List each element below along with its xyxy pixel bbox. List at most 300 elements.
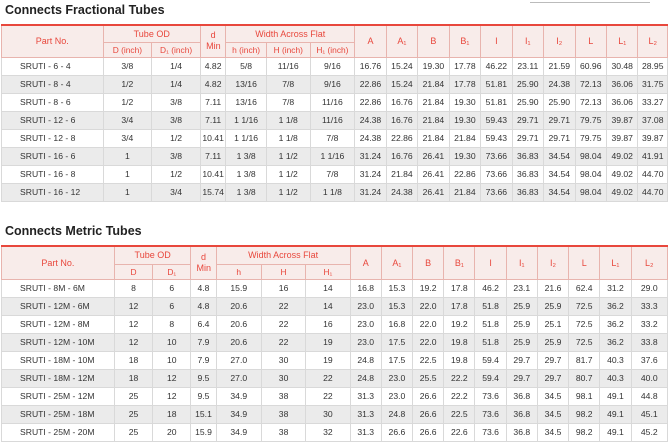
table-cell: 51.8 bbox=[475, 315, 506, 333]
table-cell: 29.0 bbox=[631, 279, 667, 297]
table-cell: 23.0 bbox=[381, 387, 412, 405]
table-cell: 59.4 bbox=[475, 369, 506, 387]
table-cell: 29.7 bbox=[506, 369, 537, 387]
header-dim: A₁ bbox=[381, 246, 412, 279]
header-dim: B bbox=[418, 25, 449, 57]
table-cell: 15.74 bbox=[200, 183, 225, 201]
table-row bbox=[2, 183, 668, 201]
table-cell: 31.2 bbox=[600, 279, 631, 297]
table-cell: 22.6 bbox=[444, 423, 475, 441]
header-dim: B₁ bbox=[444, 246, 475, 279]
header-dim: I₂ bbox=[537, 246, 568, 279]
table-cell: 98.04 bbox=[575, 165, 606, 183]
table-cell: 29.7 bbox=[537, 351, 568, 369]
table-cell: 7/8 bbox=[310, 129, 355, 147]
table-cell: 24.8 bbox=[350, 369, 381, 387]
table-cell: 62.4 bbox=[569, 279, 600, 297]
table-cell: 9/16 bbox=[310, 75, 355, 93]
table-cell: 19 bbox=[306, 351, 350, 369]
table-cell: 37.08 bbox=[638, 111, 668, 129]
header-dim: L bbox=[575, 25, 606, 57]
table-cell: 1/2 bbox=[152, 165, 201, 183]
table-cell: 23.0 bbox=[350, 297, 381, 315]
table-cell: 12 bbox=[153, 387, 191, 405]
table-cell: 6 bbox=[153, 297, 191, 315]
table-cell: 7.11 bbox=[200, 147, 225, 165]
table-cell: 22 bbox=[306, 369, 350, 387]
table-cell: 25.9 bbox=[537, 297, 568, 315]
header-sub-width: h (inch) bbox=[226, 42, 267, 57]
table-cell: 22.86 bbox=[355, 93, 386, 111]
table-cell: 19.2 bbox=[413, 279, 444, 297]
table-row bbox=[2, 333, 668, 351]
table-cell: 1/4 bbox=[152, 75, 201, 93]
table-cell: 28.95 bbox=[638, 57, 668, 75]
table-cell: 17.8 bbox=[444, 297, 475, 315]
table-cell: 10.41 bbox=[200, 165, 225, 183]
table-row bbox=[2, 147, 668, 165]
table-cell: 3/8 bbox=[152, 147, 201, 165]
header-dim: L bbox=[569, 246, 600, 279]
table-cell: 44.8 bbox=[631, 387, 667, 405]
table-cell: 36.2 bbox=[600, 315, 631, 333]
header-d-min bbox=[200, 25, 225, 57]
table-cell: 19.30 bbox=[449, 147, 480, 165]
table-cell: 38 bbox=[261, 405, 305, 423]
table-cell: 36.83 bbox=[512, 183, 543, 201]
table-cell: 44.70 bbox=[638, 165, 668, 183]
header-dim: I₂ bbox=[544, 25, 575, 57]
table-cell: 17.5 bbox=[381, 333, 412, 351]
table-cell: 59.43 bbox=[481, 129, 512, 147]
table-cell: 51.81 bbox=[481, 75, 512, 93]
table-cell: 1 1/8 bbox=[266, 129, 310, 147]
table-cell: 25 bbox=[114, 423, 152, 441]
table-cell: 29.7 bbox=[506, 351, 537, 369]
table-cell: 23.0 bbox=[350, 315, 381, 333]
table-cell: 38 bbox=[261, 387, 305, 405]
header-d-min-label: d Min bbox=[206, 30, 221, 52]
table-cell: 49.02 bbox=[606, 165, 637, 183]
table-cell: 22 bbox=[261, 297, 305, 315]
table-cell: 19.2 bbox=[444, 315, 475, 333]
table-row bbox=[2, 93, 668, 111]
table-cell: 1 3/8 bbox=[226, 147, 267, 165]
table-cell: 22.0 bbox=[413, 297, 444, 315]
table-cell: 34.54 bbox=[544, 147, 575, 165]
table-cell: 4.8 bbox=[191, 279, 216, 297]
table-cell: 19 bbox=[306, 333, 350, 351]
table-cell: 13/16 bbox=[226, 93, 267, 111]
table-cell: 40.0 bbox=[631, 369, 667, 387]
header-dim: A₁ bbox=[386, 25, 417, 57]
header-part-no: Part No. bbox=[2, 25, 104, 57]
table-cell: 98.1 bbox=[569, 387, 600, 405]
table-cell: 36.8 bbox=[506, 405, 537, 423]
table-cell: 30.48 bbox=[606, 57, 637, 75]
table-cell: 29.71 bbox=[544, 129, 575, 147]
table-cell: 18 bbox=[114, 369, 152, 387]
table-cell: 36.06 bbox=[606, 93, 637, 111]
table-cell: 7.11 bbox=[200, 93, 225, 111]
table-cell: 26.6 bbox=[413, 387, 444, 405]
table-cell: 34.5 bbox=[537, 405, 568, 423]
table-cell: 34.5 bbox=[537, 423, 568, 441]
header-dim: I bbox=[475, 246, 506, 279]
header-tube-od: Tube OD bbox=[103, 25, 200, 42]
table-row bbox=[2, 387, 668, 405]
table-cell: 72.5 bbox=[569, 297, 600, 315]
table-cell: 16.76 bbox=[386, 111, 417, 129]
table-cell: 26.41 bbox=[418, 165, 449, 183]
table-cell: 3/8 bbox=[152, 111, 201, 129]
table-cell: 19.30 bbox=[449, 111, 480, 129]
table-cell: 23.0 bbox=[350, 333, 381, 351]
table-row bbox=[2, 351, 668, 369]
table-cell: 25.9 bbox=[537, 333, 568, 351]
header-dim: I₁ bbox=[512, 25, 543, 57]
table-cell: 21.59 bbox=[544, 57, 575, 75]
table-cell: 22.86 bbox=[449, 165, 480, 183]
header-sub-width: H₁ bbox=[306, 264, 350, 279]
table-cell: 6 bbox=[153, 279, 191, 297]
header-dim: L₂ bbox=[631, 246, 667, 279]
table-cell: 41.91 bbox=[638, 147, 668, 165]
table-cell: 40.3 bbox=[600, 369, 631, 387]
table-cell: 1 1/2 bbox=[266, 147, 310, 165]
fractional-tubes-table bbox=[1, 24, 668, 202]
table-cell: 29.71 bbox=[512, 129, 543, 147]
table-cell: 73.66 bbox=[481, 165, 512, 183]
header-dim: I bbox=[481, 25, 512, 57]
table-row bbox=[2, 369, 668, 387]
table-cell: 20.6 bbox=[216, 333, 261, 351]
part-number-cell: SRUTI - 16 - 8 bbox=[2, 165, 104, 183]
table-cell: 80.7 bbox=[569, 369, 600, 387]
table-row bbox=[2, 297, 668, 315]
table-cell: 13/16 bbox=[226, 75, 267, 93]
table-cell: 12 bbox=[114, 297, 152, 315]
table-cell: 98.2 bbox=[569, 405, 600, 423]
table-cell: 59.4 bbox=[475, 351, 506, 369]
table-cell: 60.96 bbox=[575, 57, 606, 75]
table-cell: 36.06 bbox=[606, 75, 637, 93]
table-cell: 22.0 bbox=[413, 333, 444, 351]
table-cell: 7/8 bbox=[266, 93, 310, 111]
table-cell: 19.8 bbox=[444, 333, 475, 351]
table-cell: 36.83 bbox=[512, 165, 543, 183]
table-cell: 4.8 bbox=[191, 297, 216, 315]
header-d-min-label: d Min bbox=[196, 251, 212, 273]
table-cell: 23.0 bbox=[381, 369, 412, 387]
header-sub-tube: D bbox=[114, 264, 152, 279]
table-cell: 16 bbox=[306, 315, 350, 333]
table-cell: 6.4 bbox=[191, 315, 216, 333]
part-number-cell: SRUTI - 12M - 8M bbox=[2, 315, 115, 333]
part-number-cell: SRUTI - 16 - 12 bbox=[2, 183, 104, 201]
table-cell: 79.75 bbox=[575, 129, 606, 147]
table-cell: 22.2 bbox=[444, 369, 475, 387]
table-cell: 17.78 bbox=[449, 75, 480, 93]
part-number-cell: SRUTI - 18M - 10M bbox=[2, 351, 115, 369]
table-cell: 23.1 bbox=[506, 279, 537, 297]
table-cell: 26.6 bbox=[381, 423, 412, 441]
table-cell: 33.2 bbox=[631, 315, 667, 333]
part-number-cell: SRUTI - 8 - 4 bbox=[2, 75, 104, 93]
table-cell: 21.84 bbox=[449, 183, 480, 201]
metric-table-body bbox=[2, 279, 668, 441]
table-cell: 7/8 bbox=[266, 75, 310, 93]
table-cell: 15.24 bbox=[386, 75, 417, 93]
table-cell: 39.87 bbox=[606, 111, 637, 129]
table-cell: 49.02 bbox=[606, 183, 637, 201]
table-cell: 30 bbox=[261, 369, 305, 387]
table-cell: 15.9 bbox=[191, 423, 216, 441]
table-cell: 25 bbox=[114, 405, 152, 423]
table-cell: 36.8 bbox=[506, 387, 537, 405]
header-dim: I₁ bbox=[506, 246, 537, 279]
table-cell: 36.83 bbox=[512, 147, 543, 165]
table-cell: 30 bbox=[261, 351, 305, 369]
table-cell: 22 bbox=[306, 387, 350, 405]
table-cell: 51.81 bbox=[481, 93, 512, 111]
table-cell: 51.8 bbox=[475, 297, 506, 315]
part-number-cell: SRUTI - 8 - 6 bbox=[2, 93, 104, 111]
table-cell: 15.3 bbox=[381, 297, 412, 315]
header-dim: A bbox=[350, 246, 381, 279]
table-cell: 16.8 bbox=[350, 279, 381, 297]
table-cell: 11/16 bbox=[266, 57, 310, 75]
table-cell: 33.27 bbox=[638, 93, 668, 111]
table-cell: 26.6 bbox=[413, 405, 444, 423]
part-number-cell: SRUTI - 12M - 6M bbox=[2, 297, 115, 315]
table-cell: 18 bbox=[114, 351, 152, 369]
table-cell: 17.5 bbox=[381, 351, 412, 369]
table-cell: 25.5 bbox=[413, 369, 444, 387]
table-cell: 37.6 bbox=[631, 351, 667, 369]
table-cell: 15.24 bbox=[386, 57, 417, 75]
table-cell: 34.54 bbox=[544, 183, 575, 201]
table-cell: 32 bbox=[306, 423, 350, 441]
table-cell: 24.38 bbox=[386, 183, 417, 201]
table-cell: 98.04 bbox=[575, 147, 606, 165]
header-sub-tube: D₁ (inch) bbox=[152, 42, 201, 57]
table-cell: 21.84 bbox=[418, 93, 449, 111]
table-cell: 29.71 bbox=[512, 111, 543, 129]
table-cell: 25 bbox=[114, 387, 152, 405]
table-cell: 34.9 bbox=[216, 405, 261, 423]
table-cell: 72.5 bbox=[569, 315, 600, 333]
table-cell: 44.70 bbox=[638, 183, 668, 201]
table-cell: 20.6 bbox=[216, 297, 261, 315]
table-cell: 12 bbox=[114, 315, 152, 333]
table-cell: 1 bbox=[103, 147, 152, 165]
table-cell: 38 bbox=[261, 423, 305, 441]
table-cell: 98.04 bbox=[575, 183, 606, 201]
table-row bbox=[2, 279, 668, 297]
table-cell: 1 bbox=[103, 183, 152, 201]
part-number-cell: SRUTI - 25M - 12M bbox=[2, 387, 115, 405]
table-cell: 1 1/16 bbox=[226, 111, 267, 129]
table-cell: 7.11 bbox=[200, 111, 225, 129]
header-sub-tube: D (inch) bbox=[103, 42, 152, 57]
table-cell: 72.13 bbox=[575, 75, 606, 93]
metric-tubes-table bbox=[1, 245, 668, 442]
table-cell: 31.75 bbox=[638, 75, 668, 93]
part-number-cell: SRUTI - 16 - 6 bbox=[2, 147, 104, 165]
table-cell: 22.5 bbox=[444, 405, 475, 423]
table-cell: 3/8 bbox=[103, 57, 152, 75]
header-d-min bbox=[191, 246, 216, 279]
table-cell: 1 1/8 bbox=[310, 183, 355, 201]
table-cell: 12 bbox=[114, 333, 152, 351]
table-cell: 1 1/2 bbox=[266, 165, 310, 183]
table-cell: 15.9 bbox=[216, 279, 261, 297]
header-width-across-flat: Width Across Flat bbox=[226, 25, 355, 42]
table-cell: 73.66 bbox=[481, 147, 512, 165]
table-cell: 3/4 bbox=[103, 111, 152, 129]
table-cell: 8 bbox=[114, 279, 152, 297]
table-row bbox=[2, 111, 668, 129]
header-part-no: Part No. bbox=[2, 246, 115, 279]
header-sub-width: h bbox=[216, 264, 261, 279]
table-cell: 73.66 bbox=[481, 183, 512, 201]
table-row bbox=[2, 423, 668, 441]
part-number-cell: SRUTI - 12 - 6 bbox=[2, 111, 104, 129]
table-cell: 11/16 bbox=[310, 93, 355, 111]
table-cell: 30 bbox=[306, 405, 350, 423]
table-cell: 98.2 bbox=[569, 423, 600, 441]
table-cell: 25.1 bbox=[537, 315, 568, 333]
table-cell: 10.41 bbox=[200, 129, 225, 147]
table-cell: 72.5 bbox=[569, 333, 600, 351]
header-sub-width: H bbox=[261, 264, 305, 279]
table-cell: 24.38 bbox=[355, 129, 386, 147]
table-cell: 1 1/8 bbox=[266, 111, 310, 129]
table-cell: 1 3/8 bbox=[226, 165, 267, 183]
table-cell: 46.22 bbox=[481, 57, 512, 75]
table-cell: 27.0 bbox=[216, 351, 261, 369]
header-dim: A bbox=[355, 25, 386, 57]
header-dim: B bbox=[413, 246, 444, 279]
metric-section-title: Connects Metric Tubes bbox=[5, 224, 142, 238]
table-cell: 10 bbox=[153, 351, 191, 369]
table-cell: 1/2 bbox=[152, 129, 201, 147]
part-number-cell: SRUTI - 6 - 4 bbox=[2, 57, 104, 75]
table-cell: 31.3 bbox=[350, 387, 381, 405]
part-number-cell: SRUTI - 25M - 18M bbox=[2, 405, 115, 423]
table-cell: 33.8 bbox=[631, 333, 667, 351]
table-cell: 40.3 bbox=[600, 351, 631, 369]
table-row bbox=[2, 129, 668, 147]
table-cell: 73.6 bbox=[475, 405, 506, 423]
table-cell: 17.78 bbox=[449, 57, 480, 75]
table-cell: 15.3 bbox=[381, 279, 412, 297]
table-cell: 31.24 bbox=[355, 147, 386, 165]
table-cell: 24.8 bbox=[350, 351, 381, 369]
table-cell: 3/4 bbox=[152, 183, 201, 201]
table-cell: 36.2 bbox=[600, 333, 631, 351]
table-cell: 16.76 bbox=[386, 93, 417, 111]
table-cell: 14 bbox=[306, 297, 350, 315]
table-cell: 1 3/8 bbox=[226, 183, 267, 201]
table-cell: 15.1 bbox=[191, 405, 216, 423]
table-cell: 1 bbox=[103, 165, 152, 183]
table-cell: 73.6 bbox=[475, 423, 506, 441]
header-width-across-flat: Width Across Flat bbox=[216, 246, 350, 264]
table-cell: 21.84 bbox=[449, 129, 480, 147]
table-cell: 1/2 bbox=[103, 75, 152, 93]
table-cell: 49.1 bbox=[600, 405, 631, 423]
table-cell: 9.5 bbox=[191, 387, 216, 405]
table-cell: 20.6 bbox=[216, 315, 261, 333]
table-cell: 16 bbox=[261, 279, 305, 297]
table-cell: 21.6 bbox=[537, 279, 568, 297]
table-cell: 1 1/16 bbox=[226, 129, 267, 147]
table-cell: 31.24 bbox=[355, 165, 386, 183]
table-cell: 7/8 bbox=[310, 165, 355, 183]
header-dim: B₁ bbox=[449, 25, 480, 57]
table-cell: 16.76 bbox=[386, 147, 417, 165]
table-cell: 73.6 bbox=[475, 387, 506, 405]
table-cell: 3/4 bbox=[103, 129, 152, 147]
table-cell: 59.43 bbox=[481, 111, 512, 129]
table-cell: 31.3 bbox=[350, 405, 381, 423]
header-sub-tube: D₁ bbox=[153, 264, 191, 279]
table-cell: 49.1 bbox=[600, 423, 631, 441]
table-cell: 24.38 bbox=[544, 75, 575, 93]
table-cell: 29.71 bbox=[544, 111, 575, 129]
table-cell: 39.87 bbox=[606, 129, 637, 147]
header-tube-od: Tube OD bbox=[114, 246, 191, 264]
top-rule bbox=[530, 2, 650, 3]
table-cell: 45.2 bbox=[631, 423, 667, 441]
table-cell: 21.84 bbox=[386, 165, 417, 183]
table-cell: 24.38 bbox=[355, 111, 386, 129]
table-cell: 51.8 bbox=[475, 333, 506, 351]
table-cell: 25.9 bbox=[506, 315, 537, 333]
table-cell: 5/8 bbox=[226, 57, 267, 75]
table-cell: 81.7 bbox=[569, 351, 600, 369]
header-sub-width: H (inch) bbox=[266, 42, 310, 57]
part-number-cell: SRUTI - 12M - 10M bbox=[2, 333, 115, 351]
table-cell: 22.86 bbox=[355, 75, 386, 93]
table-cell: 1/4 bbox=[152, 57, 201, 75]
table-cell: 34.9 bbox=[216, 387, 261, 405]
table-row bbox=[2, 405, 668, 423]
table-cell: 12 bbox=[153, 369, 191, 387]
table-row bbox=[2, 315, 668, 333]
table-cell: 16.8 bbox=[381, 315, 412, 333]
table-cell: 22.0 bbox=[413, 315, 444, 333]
table-cell: 34.9 bbox=[216, 423, 261, 441]
table-cell: 36.8 bbox=[506, 423, 537, 441]
table-cell: 26.6 bbox=[413, 423, 444, 441]
table-cell: 25.90 bbox=[512, 93, 543, 111]
table-cell: 25.9 bbox=[506, 333, 537, 351]
table-cell: 31.3 bbox=[350, 423, 381, 441]
table-cell: 1 1/16 bbox=[310, 147, 355, 165]
header-dim: L₁ bbox=[600, 246, 631, 279]
fractional-table-body bbox=[2, 57, 668, 201]
table-cell: 25.90 bbox=[512, 75, 543, 93]
table-cell: 25.9 bbox=[506, 297, 537, 315]
table-cell: 79.75 bbox=[575, 111, 606, 129]
table-cell: 26.41 bbox=[418, 183, 449, 201]
table-cell: 33.3 bbox=[631, 297, 667, 315]
table-cell: 19.30 bbox=[449, 93, 480, 111]
table-cell: 19.30 bbox=[418, 57, 449, 75]
